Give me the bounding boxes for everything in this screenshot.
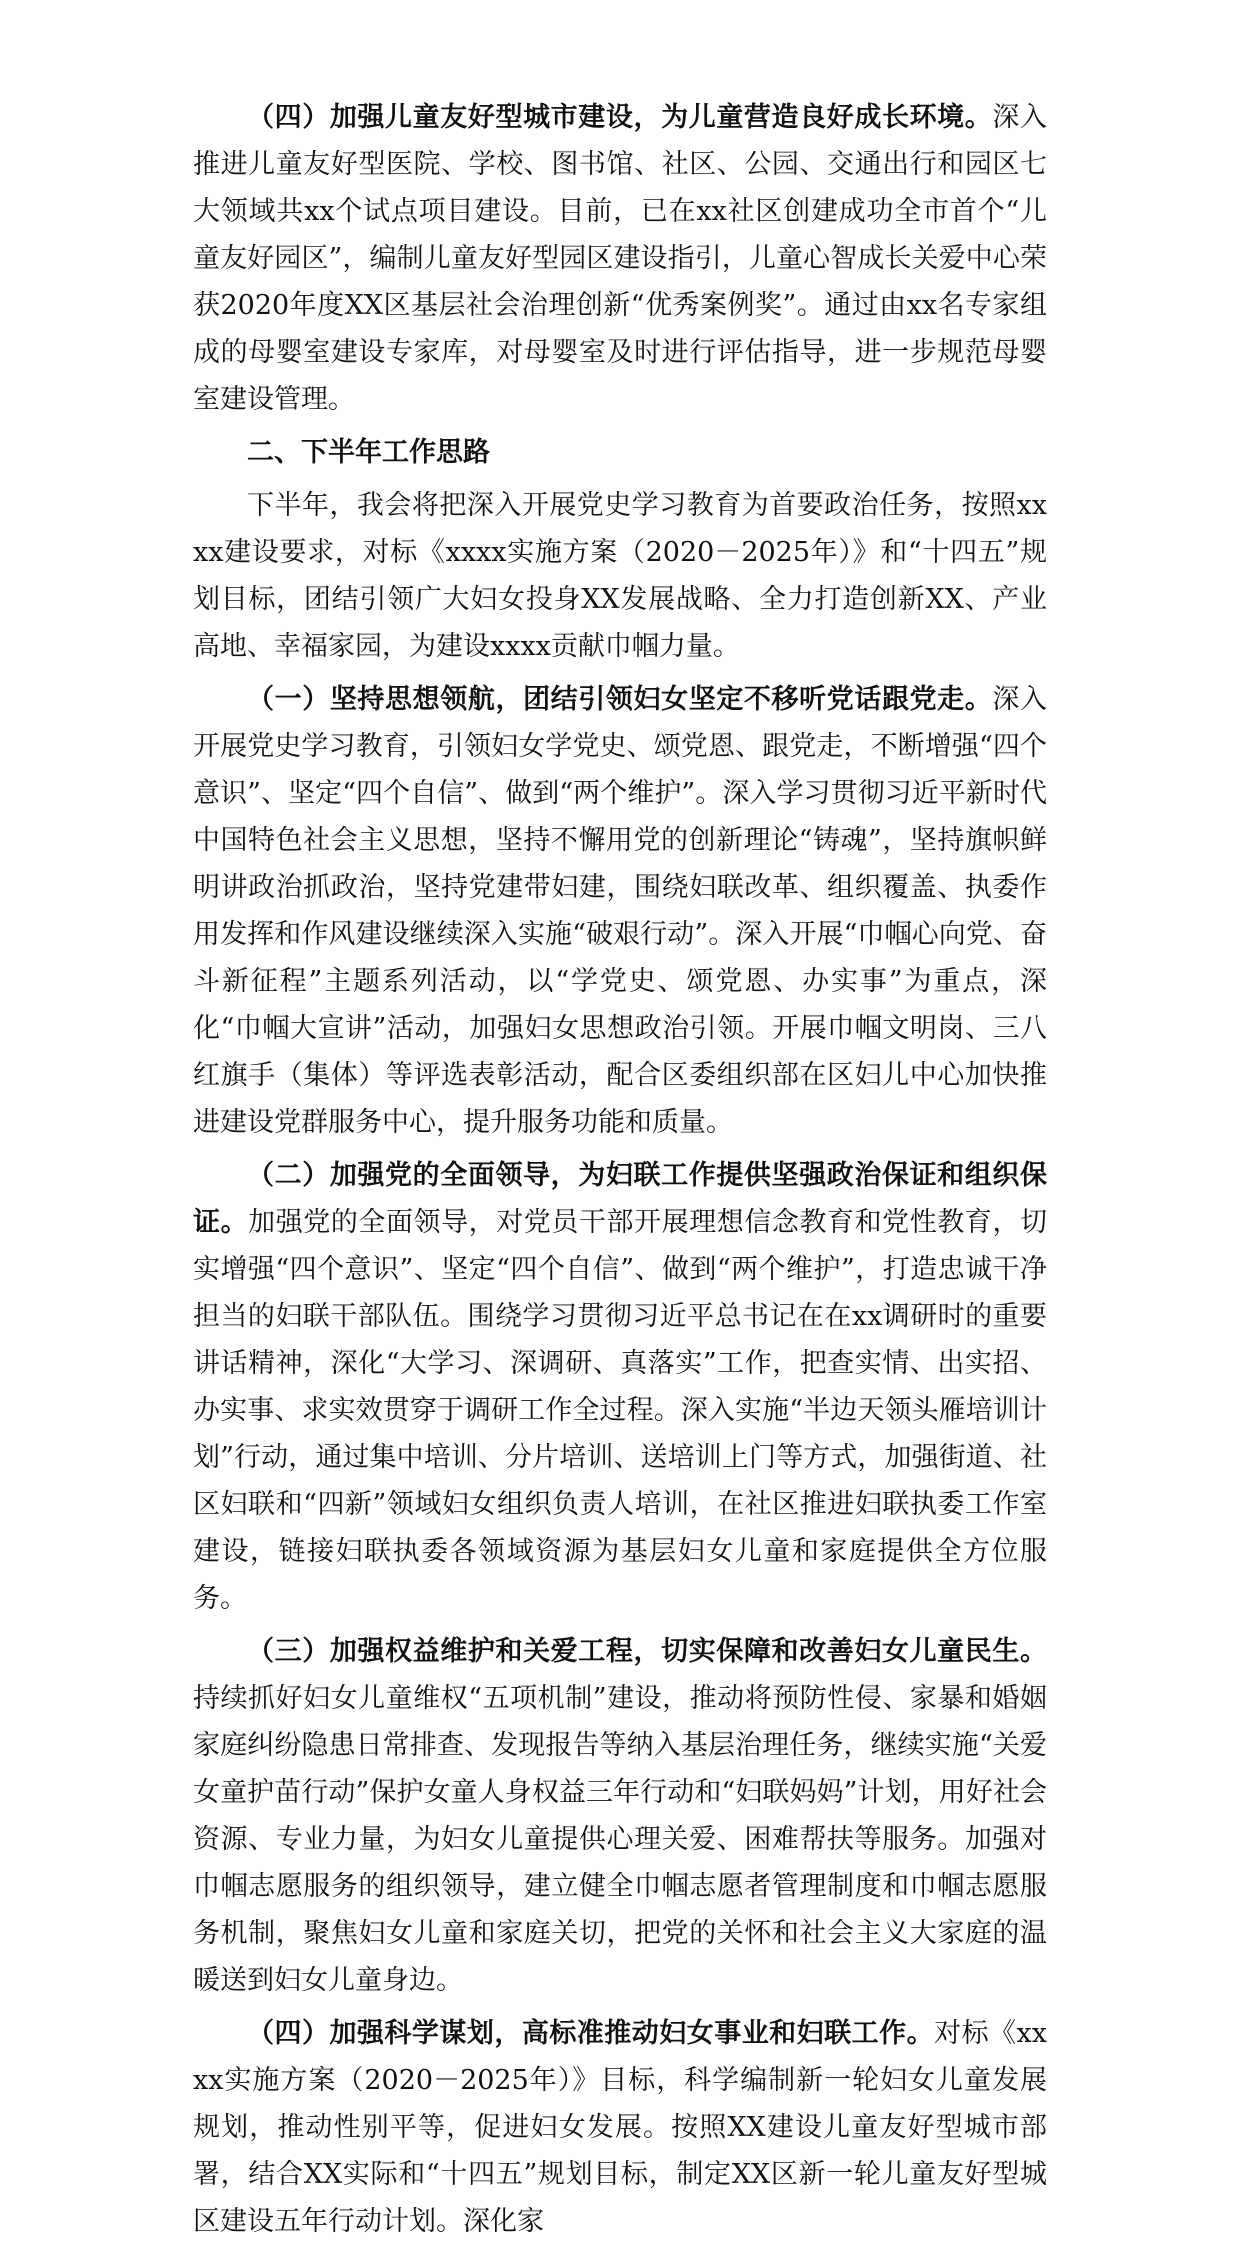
paragraph-body: 下半年，我会将把深入开展党史学习教育为首要政治任务，按照xxxx建设要求，对标《xxxx实施方案（2020－2025年）》和“十四五”规划目标，团结引领广大妇女投身XX发展战略、全力打造创新XX、产业高地、幸福家园，为建设xxxx贡献巾帼力量。 [193, 490, 1047, 662]
paragraph-rights-protection [193, 1628, 1047, 2004]
paragraph-body: 对标《xxxx实施方案（2020－2025年）》目标，科学编制新一轮妇女儿童发展规划，推动性别平等，促进妇女发展。按照XX建设儿童友好型城市部署，结合XX实际和“十四五”规划目标，制定XX区新一轮儿童友好型城区建设五年行动计划。深化家 [193, 2018, 1047, 2237]
paragraph-body: 深入开展党史学习教育，引领妇女学党史、颂党恩、跟党走，不断增强“四个意识”、坚定“四个自信”、做到“两个维护”。深入学习贯彻习近平新时代中国特色社会主义思想，坚持不懈用党的创新理论“铸魂”，坚持旗帜鲜明讲政治抓政治，坚持党建带妇建，围绕妇联改革、组织覆盖、执委作用发挥和作风建设继续深入实施“破艰行动”。深入开展“巾帼心向党、奋斗新征程”主题系列活动，以“学党史、颂党恩、办实事”为重点，深化“巾帼大宣讲”活动，加强妇女思想政治引领。开展巾帼文明岗、三八红旗手（集体）等评选表彰活动，配合区委组织部在区妇儿中心加快推进建设党群服务中心，提升服务功能和质量。 [193, 684, 1048, 1138]
paragraph-lead: （一）坚持思想领航，团结引领妇女坚定不移听党话跟党走。 [247, 684, 993, 715]
paragraph-lead: （四）加强儿童友好型城市建设，为儿童营造良好成长环境。 [247, 102, 993, 133]
paragraph-child-friendly-city [193, 94, 1047, 423]
paragraph-party-leadership [193, 1152, 1047, 1622]
paragraph-ideological-leadership [193, 676, 1047, 1146]
section-heading: 二、下半年工作思路 [247, 437, 490, 468]
paragraph-lead: （三）加强权益维护和关爱工程，切实保障和改善妇女儿童民生。 [247, 1636, 1047, 1667]
paragraph-lead: （二）加强党的全面领导，为妇联工作提供坚强政治保证和组织保证。 [193, 1160, 1047, 1238]
paragraph-scientific-planning [193, 2010, 1047, 2245]
paragraph-body: 加强党的全面领导，对党员干部开展理想信念教育和党性教育，切实增强“四个意识”、坚定“四个自信”、做到“两个维护”，打造忠诚干净担当的妇联干部队伍。围绕学习贯彻习近平总书记在在xx调研时的重要讲话精神，深化“大学习、深调研、真落实”工作，把查实情、出实招、办实事、求实效贯穿于调研工作全过程。深入实施“半边天领头雁培训计划”行动，通过集中培训、分片培训、送培训上门等方式，加强街道、社区妇联和“四新”领域妇女组织负责人培训，在社区推进妇联执委工作室建设，链接妇联执委各领域资源为基层妇女儿童和家庭提供全方位服务。 [193, 1207, 1048, 1614]
paragraph-body: 深入推进儿童友好型医院、学校、图书馆、社区、公园、交通出行和园区七大领域共xx个试点项目建设。目前，已在xx社区创建成功全市首个“儿童友好园区”，编制儿童友好型园区建设指引，儿童心智成长关爱中心荣获2020年度XX区基层社会治理创新“优秀案例奖”。通过由xx名专家组成的母婴室建设专家库，对母婴室及时进行评估指导，进一步规范母婴室建设管理。 [193, 102, 1048, 415]
paragraph-lead: （四）加强科学谋划，高标准推动妇女事业和妇联工作。 [247, 2018, 935, 2049]
paragraph-second-half-overview [193, 482, 1047, 670]
paragraph-body: 持续抓好妇女儿童维权“五项机制”建设，推动将预防性侵、家暴和婚姻家庭纠纷隐患日常排查、发现报告等纳入基层治理任务，继续实施“关爱女童护苗行动”保护女童人身权益三年行动和“妇联妈妈”计划，用好社会资源、专业力量，为妇女儿童提供心理关爱、困难帮扶等服务。加强对巾帼志愿服务的组织领导，建立健全巾帼志愿者管理制度和巾帼志愿服务机制，聚焦妇女儿童和家庭关切，把党的关怀和社会主义大家庭的温暖送到妇女儿童身边。 [193, 1683, 1047, 1996]
